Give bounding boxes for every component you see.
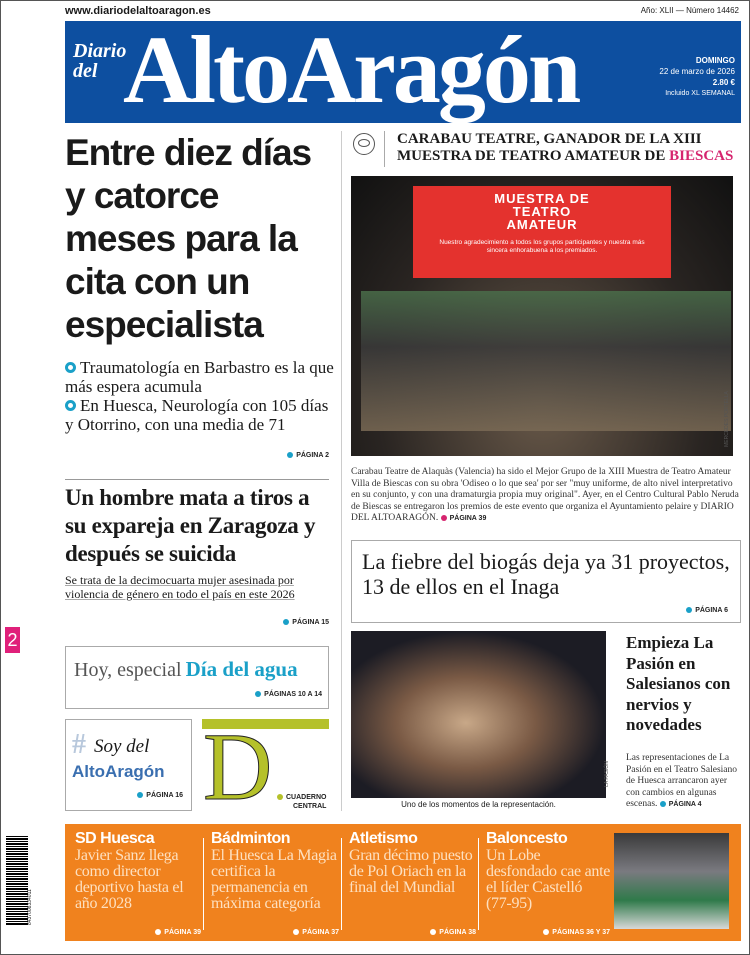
eye-icon: [353, 133, 375, 155]
theatre-headline[interactable]: CARABAU TEATRE, GANADOR DE LA XIII MUESTRA DE TEATRO AMATEUR DE BIESCAS: [397, 131, 734, 164]
water-prefix: Hoy, especial: [74, 659, 182, 681]
soy-line2: AltoAragón: [72, 762, 165, 781]
divider: [478, 838, 479, 930]
column-divider: [341, 131, 342, 811]
sport-item[interactable]: Atletismo Gran décimo puesto de Pol Oriach en la final del Mundial PÁGINA 38: [349, 830, 476, 936]
photo-credit: MERCEDES PORTELLA: [724, 391, 731, 447]
divider: [384, 131, 385, 167]
barcode: [6, 836, 28, 926]
dot-icon: [430, 929, 436, 935]
biogas-box[interactable]: [351, 540, 741, 623]
dot-icon: [686, 607, 692, 613]
website-url[interactable]: www.diariodelaltoaragon.es: [65, 5, 211, 17]
biogas-page-ref: PÁGINA 6: [686, 607, 728, 614]
group-photo-people: [361, 291, 731, 431]
bullet-icon: [65, 362, 76, 373]
pasion-headline[interactable]: Empieza La Pasión en Salesianos con nervios y novedades: [626, 633, 731, 734]
dot-icon: [277, 794, 283, 800]
date: 22 de marzo de 2026: [659, 67, 735, 76]
photo-credit: LA PASIÓN: [604, 761, 611, 787]
price: 2.80 €: [712, 78, 735, 87]
crime-page-ref[interactable]: PÁGINA 15: [65, 619, 329, 626]
day: DOMINGO: [695, 56, 735, 65]
dot-icon: [287, 452, 293, 458]
masthead: [65, 16, 741, 123]
dot-icon: [283, 619, 289, 625]
lead-page-ref[interactable]: PÁGINA 2: [65, 452, 329, 459]
pasion-photo: [351, 631, 611, 798]
water-title: Día del agua: [185, 657, 298, 681]
cuaderno-label: CUADERNO CENTRAL: [277, 793, 326, 811]
hash-icon: #: [72, 729, 86, 760]
dot-icon: [660, 801, 666, 807]
dot-icon: [155, 929, 161, 935]
divider: [65, 479, 329, 480]
dot-icon: [441, 515, 447, 521]
divider: [341, 838, 342, 930]
sport-item[interactable]: Bádminton El Huesca La Magia certifica la permanencia en máxima categoría PÁGINA 37: [211, 830, 339, 936]
lead-bullet: Traumatología en Barbastro es la que más espera acumula: [65, 358, 334, 396]
basketball-photo: [614, 833, 729, 929]
crime-summary: Se trata de la decimocuarta mujer asesinada por violencia de género en todo el país en este 2026: [65, 573, 295, 601]
water-page-ref: PÁGINAS 10 A 14: [255, 691, 322, 698]
pasion-caption: Uno de los momentos de la representación.: [401, 800, 556, 809]
divider: [203, 838, 204, 930]
supplement: Incluido XL SEMANAL: [665, 90, 735, 97]
dot-icon: [543, 929, 549, 935]
soy-del-altoaragon-box[interactable]: [65, 719, 192, 811]
lead-bullet: En Huesca, Neurología con 105 días y Otorrino, con una media de 71: [65, 396, 329, 434]
theatre-caption: Carabau Teatre de Alaquàs (Valencia) ha sido el Mejor Grupo de la XIII Muestra de Teatro Amateur Villa de Biescas con su obra 'Odiseo o lo que sea' por ser "muy uniforme, de alto nivel interpretativo en su conjunto, y con una dramaturgia propia muy original". Ayer, en el Centro Cultural Pablo Neruda de Biescas se entregaron los premios de este evento que organiza el Ayuntamiento pelaire y DIARIO DEL ALTOARAGÓN. PÁGINA 39: [351, 467, 739, 523]
pasion-summary: Las representaciones de La Pasión en el Teatro Salesiano de Huesca arrancaron ayer con cambios en algunas escenas. PÁGINA 4: [626, 753, 738, 809]
issue-number: Año: XLII — Número 14462: [640, 6, 739, 15]
lead-headline[interactable]: Entre diez días y catorce meses para la cita con un especialista: [65, 132, 312, 345]
water-special-box[interactable]: [65, 646, 329, 709]
theatre-banner: MUESTRA DE TEATRO AMATEUR Nuestro agradecimiento a todos los grupos participantes y nuestra más sincera enhorabuena a los premiados.: [413, 186, 671, 278]
theatre-photo: [351, 176, 733, 456]
cuaderno-d-logo[interactable]: D: [203, 713, 273, 820]
dot-icon: [255, 691, 261, 697]
biogas-headline: La fiebre del biogás deja ya 31 proyectos, 13 de ellos en el Inaga: [362, 549, 730, 599]
edition-mark: 2: [5, 627, 20, 653]
lead-bullets: [65, 358, 335, 434]
crime-headline[interactable]: Un hombre mata a tiros a su expareja en Zaragoza y después se suicida: [65, 485, 316, 566]
date-block: [659, 55, 735, 99]
soy-page-ref: PÁGINA 16: [137, 792, 183, 799]
dot-icon: [137, 792, 143, 798]
dot-icon: [293, 929, 299, 935]
sport-item[interactable]: SD Huesca Javier Sanz llega como director deportivo hasta el año 2028 PÁGINA 39: [75, 830, 201, 936]
sports-band: [65, 824, 741, 941]
logo-alto-aragon: AltoAragón: [123, 16, 579, 123]
barcode-number: 8437008334011: [27, 889, 33, 925]
soy-line1: Soy del: [94, 736, 150, 757]
bullet-icon: [65, 400, 76, 411]
sport-item[interactable]: Baloncesto Un Lobe desfondado cae ante el líder Castelló (77-95) PÁGINAS 36 Y 37: [486, 830, 611, 936]
logo-diario-del: Diario del: [73, 40, 127, 82]
